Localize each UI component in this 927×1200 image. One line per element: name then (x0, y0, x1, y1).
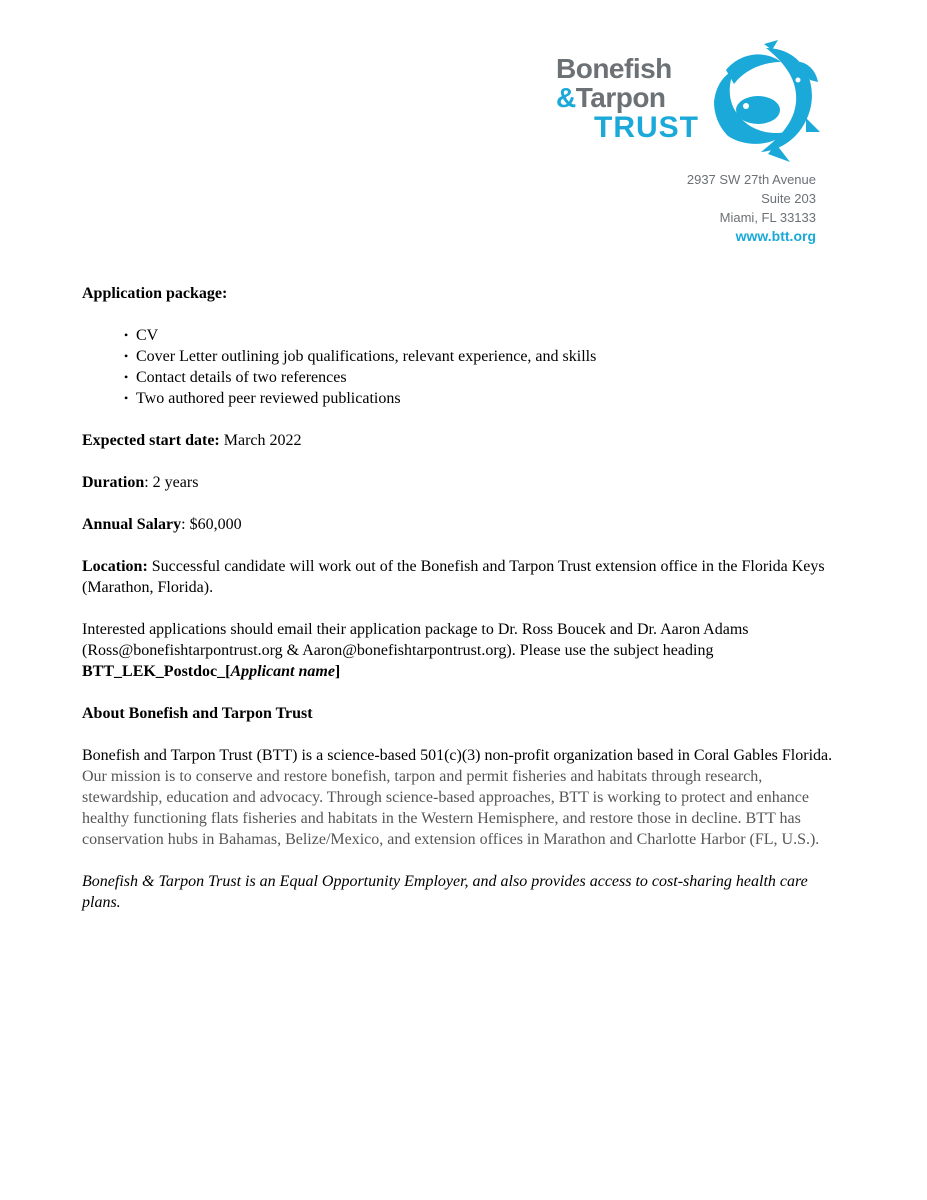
application-instructions-text: Interested applications should email their application package to Dr. Ross Boucek and Dr. Aaron Adams (Ross@bonefishtarpontrust.org & Aaron@bonefishtarpontrust.org). Please use the subject heading (82, 621, 749, 659)
start-date (82, 430, 842, 451)
address-street: 2937 SW 27th Avenue (686, 172, 816, 187)
salary-value: : $60,000 (181, 516, 242, 533)
about-heading: About Bonefish and Tarpon Trust (82, 705, 313, 722)
application-instructions (82, 619, 842, 682)
fish-emblem-icon (706, 40, 821, 165)
subject-heading (82, 663, 340, 680)
equal-opportunity-statement: Bonefish & Tarpon Trust is an Equal Opportunity Employer, and also provides access to cost-sharing health care plans. (82, 873, 808, 911)
subject-suffix: ] (334, 663, 341, 680)
logo-line-tarpon (556, 84, 699, 112)
salary-label: Annual Salary (82, 516, 182, 533)
logo-line-bonefish: Bonefish (556, 53, 672, 84)
address-city: Miami, FL 33133 (719, 210, 816, 225)
list-item: • CV (124, 325, 842, 346)
about-text-mission: Our mission is to conserve and restore bonefish, tarpon and permit fisheries and habitats through research, stewardship, education and advocacy. Through science-based approaches, BTT is working to protect and enhance healthy functioning flats fisheries and habitats in the Western Hemisphere, and restore those in decline. BTT has conservation hubs in Bahamas, Belize/Mexico, and extension offices in Marathon and Charlotte Harbor (FL, U.S.). (82, 768, 820, 848)
duration-value: : 2 years (144, 474, 199, 491)
list-item: • Cover Letter outlining job qualifications, relevant experience, and skills (124, 346, 842, 367)
application-package-list (82, 325, 842, 409)
logo-tarpon-text: Tarpon (575, 82, 666, 113)
location-value: Successful candidate will work out of the Bonefish and Tarpon Trust extension office in the Florida Keys (Marathon, Florida). (82, 558, 825, 596)
location-label: Location: (82, 558, 148, 575)
duration-label: Duration (82, 474, 145, 491)
start-date-value: March 2022 (219, 432, 302, 449)
subject-placeholder: Applicant name (230, 663, 335, 680)
list-item: • Contact details of two references (124, 367, 842, 388)
logo-wordmark (556, 54, 699, 144)
annual-salary (82, 514, 842, 535)
application-package-heading: Application package: (82, 285, 228, 302)
logo-line-trust: TRUST (594, 111, 699, 144)
location (82, 556, 842, 598)
logo-ampersand: & (556, 82, 576, 113)
about-text-intro: Bonefish and Tarpon Trust (BTT) is a science-based 501(c)(3) non-profit organization based in Coral Gables Florida. (82, 747, 833, 764)
list-item: • Two authored peer reviewed publications (124, 388, 842, 409)
subject-prefix: BTT_LEK_Postdoc_[ (82, 663, 231, 680)
about-paragraph (82, 745, 842, 850)
document-body (82, 283, 842, 913)
duration (82, 472, 842, 493)
address-suite: Suite 203 (761, 191, 816, 206)
btt-logo (556, 40, 821, 165)
website-link[interactable]: www.btt.org (735, 228, 816, 244)
letterhead-address (687, 170, 816, 246)
start-date-label: Expected start date: (82, 432, 220, 449)
